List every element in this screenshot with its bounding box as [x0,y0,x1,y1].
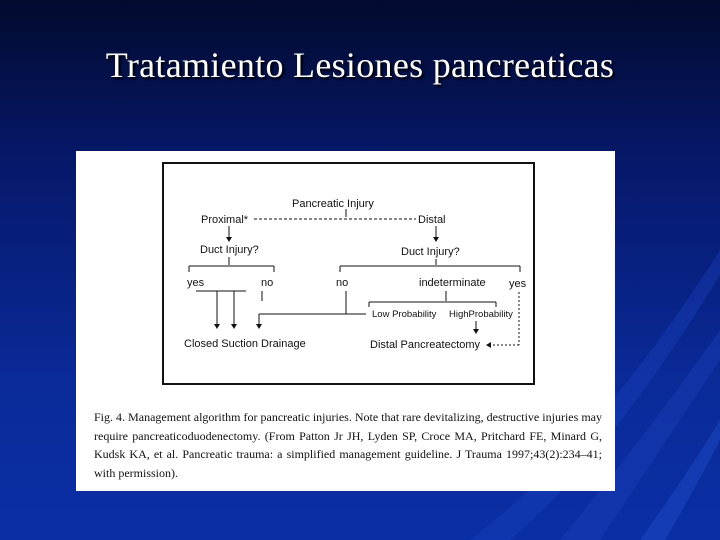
node-no-left: no [261,277,274,289]
node-distal-pancreatectomy: Distal Pancreatectomy [370,339,481,351]
node-duct-injury-right: Duct Injury? [401,246,460,258]
node-distal: Distal [418,214,446,226]
node-duct-injury-left: Duct Injury? [200,244,259,256]
node-no-right: no [336,277,349,289]
node-yes-left: yes [187,277,205,289]
figure-caption: Fig. 4. Management algorithm for pancreatic injuries. Note that rare devitalizing, destructive injuries may require pancreaticoduodenectomy. (From Patton Jr JH, Lyden SP, Croce MA, Pritchard FE, Minard G, Kudsk KA, et al. Pancreatic trauma: a simplified management guideline. J Trauma 1997;43(2):234–41; with permission). [94,410,602,480]
node-pancreatic-injury: Pancreatic Injury [292,198,374,210]
node-proximal: Proximal* [201,214,249,226]
node-low-probability: Low Probability [372,309,437,320]
node-high-probability: HighProbability [449,309,513,320]
node-yes-right: yes [509,278,527,290]
node-closed-suction-drainage: Closed Suction Drainage [184,338,306,350]
node-indeterminate: indeterminate [419,277,486,289]
slide-title: Tratamiento Lesiones pancreaticas [105,45,615,85]
figure-panel [76,151,615,491]
